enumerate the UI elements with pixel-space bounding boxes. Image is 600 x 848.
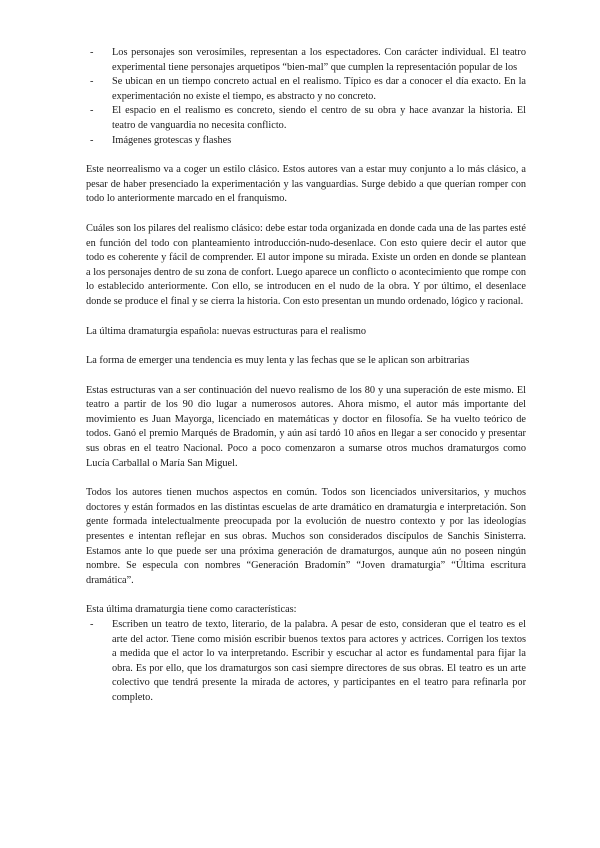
paragraph-caracteristicas: Esta última dramaturgia tiene como características: xyxy=(86,604,297,616)
list-item: - Los personajes son verosímiles, representan a los espectadores. Con carácter individual. El teatro experimental tiene personajes arquetipos “bien-mal” que cumplen la representación popular de los xyxy=(86,46,526,75)
paragraph-estructuras: Estas estructuras van a ser continuación del nuevo realismo de los 80 y una superación de este mismo. El teatro a partir de los 90 dio lugar a numerosos autores. Ahora mismo, el autor más importante del movimiento es Juan Mayorga, licenciado en matemáticas y doctor en filosofía. Se ha vuelto teórico de todos. Ganó el premio Marqués de Bradomín, y aún así tardó 10 años en llegar a ser conocido y presentar sus obras en el teatro Nacional. Poco a poco comenzaron a sumarse otros muchos dramaturgos como Lucía Carballal o María San Miguel. xyxy=(86,384,526,469)
list-item: - Escriben un teatro de texto, literario, de la palabra. A pesar de esto, consideran que el teatro es el arte del actor. Tiene como misión escribir buenos textos para actores y actrices. Corrigen los textos a medida que el actor lo va interpretando. Escribir y escuchar al actor es fundamental para fijar la obra. Es por ello, que los dramaturgos son casi siempre directores de sus obras. El teatro es un arte colectivo que tendrá presente la mirada de actores, y participantes en el teatro para refinarla por completo. xyxy=(86,618,526,706)
list-item: - El espacio en el realismo es concreto, siendo el centro de su obra y hace avanzar la historia. El teatro de vanguardia no necesita conflicto. xyxy=(86,104,526,133)
list-item: - Se ubican en un tiempo concreto actual en el realismo. Típico es dar a conocer el día exacto. En la experimentación no existe el tiempo, es abstracto y no concreto. xyxy=(86,75,526,104)
paragraph-pilares: Cuáles son los pilares del realismo clásico: debe estar toda organizada en donde cada una de las partes esté en función del todo con planteamiento introducción-nudo-desenlace. Con esto quiere decir el autor que todo es coherente y fácil de comprender. El autor impone su mirada. Existe un orden en donde se plantean a los personajes dentro de su zona de confort. Luego aparece un conflicto o acontecimiento que rompe con lo establecido anteriormente. Con ello, se introducen en el nudo de la obra. Y por último, el desenlace donde se produce el final y se cierra la historia. Con esto presentan un mundo ordenado, lógico y racional. xyxy=(86,222,526,307)
document-body xyxy=(86,46,526,706)
paragraph-emerger: La forma de emerger una tendencia es muy lenta y las fechas que se le aplican son arbitrarias xyxy=(86,355,470,367)
list-item: - Imágenes grotescas y flashes xyxy=(86,134,526,149)
paragraph-autores: Todos los autores tienen muchos aspectos en común. Todos son licenciados universitarios, y muchos doctores y están formados en las distintas escuelas de arte dramático en dramaturgia e interpretación. Son gente formada intelectualmente preocupada por la evolución de nuestro contexto y por las ideologías presentes e intentan reflejar en sus obras. Muchos son considerados discípulos de Sanchis Sinisterra. Estamos ante lo que puede ser una próxima generación de dramaturgos, aunque aún no poseen ningún nombre. Se especula con nombres “Generación Bradomín” “Joven dramaturgia” “Última escritura dramática”. xyxy=(86,487,526,586)
bullet-list-caracteristicas xyxy=(86,618,526,706)
section-heading: La última dramaturgia española: nuevas estructuras para el realismo xyxy=(86,325,367,337)
bullet-list-realismo xyxy=(86,46,526,148)
paragraph-neorealismo: Este neorrealismo va a coger un estilo clásico. Estos autores van a estar muy conjunto a lo más clásico, a pesar de haber presenciado la experimentación y las vanguardias. Surge debido a que querían romper con todo lo anteriormente marcado en el franquismo. xyxy=(86,164,526,205)
